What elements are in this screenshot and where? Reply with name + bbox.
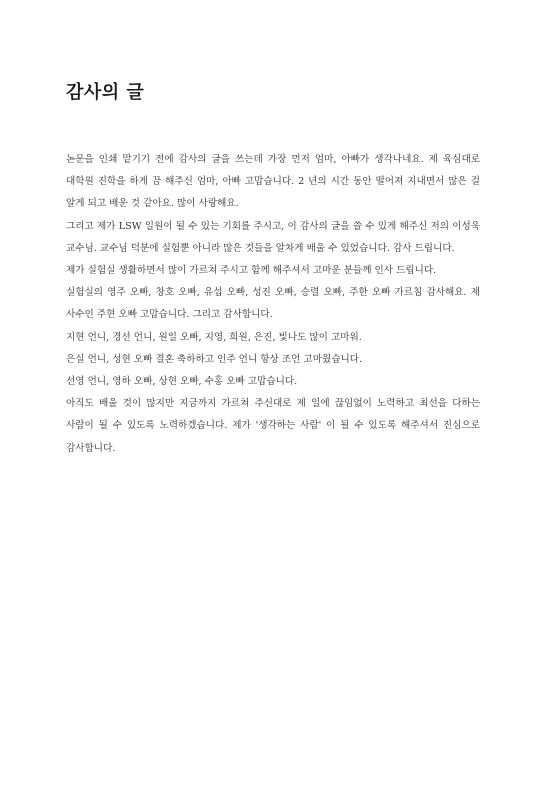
- paragraph-professor: 그리고 제가 LSW 일원이 될 수 있는 기회를 주시고, 이 감사의 글을 쓸 수 있게 해주신 저의 이성욱 교수님. 교수님 덕분에 실험뿐 아니라 많은 것들을 알차게 배울 수 있었습니다. 감사 드립니다.: [66, 220, 480, 254]
- acknowledgement-body: [66, 149, 480, 460]
- paragraph-lab-seniors: 실험실의 영주 오빠, 창호 오빠, 유섭 오빠, 성진 오빠, 승렬 오빠, 주한 오빠 가르침 감사해요. 제 사수인 주현 오빠 고맙습니다. 그리고 감사합니다.: [66, 287, 480, 321]
- paragraph-wedding: 은실 언니, 성현 오빠 결혼 축하하고 인주 언니 항상 조언 고마웠습니다.: [66, 353, 363, 365]
- paragraph-lab-members: 지현 언니, 경선 언니, 원일 오빠, 지영, 희원, 은진, 빛나도 많이 고마워.: [66, 331, 362, 343]
- paragraph-lab-intro: 제가 실험실 생활하면서 많이 가르쳐 주시고 함께 해주셔서 고마운 분들께 인사 드립니다.: [66, 265, 437, 277]
- paragraph-closing: 아직도 배울 것이 많지만 지금까지 가르쳐 주신대로 제 일에 끊임없이 노력하고 최선을 다하는 사람이 될 수 있도록 노력하겠습니다. 제가 '생각하는 사람' 이 될 수 있도록 해주셔서 진심으로 감사합니다.: [66, 398, 480, 454]
- paragraph-others: 선영 언니, 영하 오빠, 상현 오빠, 수홍 오빠 고맙습니다.: [66, 376, 298, 388]
- paragraph-parents: 논문을 인쇄 맡기기 전에 감사의 글을 쓰는데 가장 먼저 엄마, 아빠가 생각나네요. 제 육심대로 대학원 진학을 하게 끔 해주신 엄마, 아빠 고맙습니다. 2 년의 시간 동안 떨어져 지내면서 많은 걸 알게 되고 배운 것 같아요. 많이 사랑해요.: [66, 154, 480, 210]
- page-title: 감사의 글: [66, 82, 145, 103]
